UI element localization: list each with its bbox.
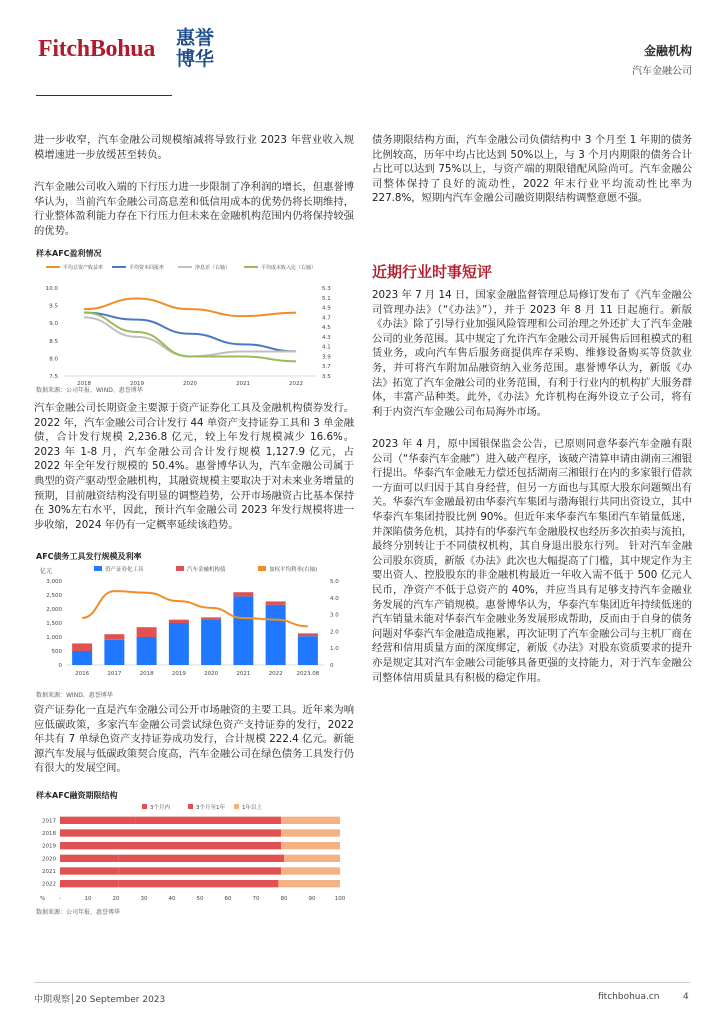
chart2-yleft-tick: 1,500 xyxy=(46,621,62,627)
chart2-bar-bond xyxy=(233,592,253,596)
left-paragraph-2: 汽车金融公司收入端的下行压力进一步限制了净利润的增长，但惠誉博华认为，当前汽车金融公司高息差和低信用成本的优势仍将长期维持，行业整体盈利能力存在下行压力但未来在金融机构范围内仍将保持较强的优势。 xyxy=(34,181,354,237)
chart2-issuance xyxy=(34,561,354,689)
chart2-yleft-tick: 2,500 xyxy=(46,593,62,599)
right-paragraph-2: 2023 年 7 月 14 日，国家金融监督管理总局修订发布了《汽车金融公司管理办法》（“《办法》”），并于 2023 年 8 月 11 日起施行。新版《办法》除了引导行业加强风险管理和公司治理之外还扩大了汽车金融公司的业务范围。其中规定了允许汽车金融公司开展售后回租模式的租赁业务，或向汽车售后服务商提供库存采购、维修设备购买等贷款业务，并可将汽车附加品融资纳入业务范围。惠誉博华认为，新版《办法》拓宽了汽车金融公司的业务范围，有利于行业内的机构扩大服务群体，丰富产品种类。此外，《办法》允许机构在海外设立子公司，将有利于内资汽车金融公司布局海外市场。 xyxy=(372,289,692,418)
chart1-legend-label-1: 平均资本回报率 xyxy=(129,265,165,271)
chart3-y-tick: 2021 xyxy=(42,869,56,875)
left-paragraph-1: 进一步收窄，汽车金融公司规模缩减将导致行业 2023 年营业收入规模增速进一步放缓甚至转负。 xyxy=(34,134,354,161)
chart2-bar-abs xyxy=(169,623,189,665)
chart1-yright-tick: 3.9 xyxy=(322,354,331,361)
page-number: 4 xyxy=(683,992,689,1002)
chart1-series-line-3 xyxy=(84,312,296,361)
chart2-yright-tick: 2.0 xyxy=(330,629,339,636)
chart2-x-tick: 2017 xyxy=(107,671,122,677)
chart2-legend-label-0: 资产证券化工具 xyxy=(105,567,144,573)
chart1-yleft-tick: 8.0 xyxy=(49,356,58,363)
chart1-yleft-tick: 8.5 xyxy=(49,338,58,345)
chart3-y-tick: 2017 xyxy=(42,818,56,825)
right-paragraph-1: 债务期限结构方面，汽车金融公司负债结构中 3 个月至 1 年期的债务比例较高，历年中均占比达到 50%以上，与 3 个月内期限的债务合计占比可以达到 75%以上，与资产端的期限错配风险尚可。汽车金融公司整体保持了良好的流动性，2022 年末行业平均流动性比率为 227.8%，短期内汽车金融公司融资期限结构调整意愿不强。 xyxy=(372,134,692,205)
chart2-bar-bond xyxy=(169,620,189,623)
chart3-bar-segment-1 xyxy=(119,880,279,887)
chart1-yright-tick: 3.5 xyxy=(322,374,331,380)
chart2-x-tick: 2019 xyxy=(171,671,186,677)
chart2-bar-abs xyxy=(298,636,318,665)
chart2-ylabel: 亿元 xyxy=(40,568,53,575)
chart1-profitability xyxy=(34,258,354,393)
chart3-bar-segment-2 xyxy=(281,842,340,849)
brand-seal: 惠誉博华 xyxy=(176,27,215,70)
chart1-x-tick: 2022 xyxy=(289,381,303,387)
chart1-legend-label-3: 平均成本收入比（右轴） xyxy=(261,265,317,271)
chart3-bar-segment-0 xyxy=(60,880,119,887)
chart2-yright-tick: 3.0 xyxy=(330,612,339,619)
chart2-yright-tick: 1.0 xyxy=(330,646,339,653)
chart1-yright-tick: 5.3 xyxy=(322,286,331,292)
chart2-bar-bond xyxy=(104,634,124,640)
chart1-yright-tick: 4.7 xyxy=(322,315,331,322)
chart1-series-line-1 xyxy=(84,313,296,352)
left-paragraph-4: 资产证券化一直是汽车金融公司公开市场融资的主要工具。近年来为响应低碳政策，多家汽车金融公司尝试绿色资产支持证券的发行，2022 年共有 7 单绿色资产支持证券成功发行，合计规模 222.4 亿元。新能源汽车发展与低碳政策契合度高，汽车金融公司在绿色债务工具发行仍有很大的发展空间。 xyxy=(34,704,354,775)
chart3-x-tick: 30 xyxy=(140,896,148,902)
chart3-bar-segment-0 xyxy=(60,829,116,836)
right-paragraph-3: 2023 年 4 月，原中国银保监会公告，已原则同意华泰汽车金融有限公司（“华泰汽车金融”）进入破产程序，该破产清算申请由湖南三湘银行提出。华泰汽车金融无力偿还包括湖南三湘银行在内的多家银行借款一方面可以归因于其自身经营，但另一方面也与其原大股东问题频出有关。华泰汽车金融最初由华泰汽车集团与渤海银行共同出资设立，其中华泰汽车集团持股比例 90%。但近年来华泰汽车集团汽车销量低迷，并深陷债务危机，其持有的华泰汽车金融股权也经历多次拍卖与流拍，最终分别转让于不同债权机构，其自身退出股东行列。 针对汽车金融公司股东资质，新版《办法》此次也大幅提高了门槛，其中规定作为主要出资人、控股股东的非金融机构最近一年收入需不低于 500 亿元人民币，净资产不低于总资产的 40%，并应当具有足够支持汽车金融业务发展的汽车产销规模。惠誉博华认为，华泰汽车集团近年持续低迷的汽车销量未能对华泰汽车金融业务发展形成帮助，反而由于自身的债务问题对华泰汽车金融造成拖累，再次证明了汽车金融公司与主机厂商在经营和信用质量方面的深度绑定，新版《办法》对股东资质要求的提升亦是规定其对汽车金融公司能够具备更强的支持能力，对于汽车金融公司整体信用质量具有积极的稳定作用。 xyxy=(372,438,692,684)
chart3-x-tick: 90 xyxy=(308,896,316,902)
chart2-bar-abs xyxy=(266,605,286,665)
chart1-yleft-tick: 7.5 xyxy=(49,374,58,380)
chart2-source: 数据来源：WIND、惠誉博华 xyxy=(36,692,113,699)
chart2-yleft-tick: 500 xyxy=(51,649,62,655)
chart2-bar-abs xyxy=(104,640,124,665)
chart1-yright-tick: 4.3 xyxy=(322,334,331,341)
chart3-y-tick: 2022 xyxy=(42,881,56,888)
chart3-x-tick: 70 xyxy=(252,896,260,902)
chart1-yright-tick: 4.9 xyxy=(322,305,331,312)
chart2-x-tick: 2022 xyxy=(268,671,283,677)
chart2-yleft-tick: 3,000 xyxy=(46,579,62,585)
chart2-bar-abs xyxy=(72,651,92,665)
chart2-bar-abs xyxy=(201,620,221,665)
chart3-legend-label-0: 3个月内 xyxy=(150,805,170,811)
chart1-series-line-2 xyxy=(84,317,296,356)
chart1-yleft-tick: 9.5 xyxy=(49,303,58,310)
chart1-yright-tick: 4.5 xyxy=(322,325,331,332)
chart2-yleft-tick: 2,000 xyxy=(46,607,62,613)
chart3-title: 样本AFC融资期限结构 xyxy=(36,791,118,800)
footer-left: 中期观察│20 September 2023 xyxy=(34,995,166,1005)
chart3-source: 数据来源：公司年报、惠誉博华 xyxy=(36,909,121,916)
chart3-x-tick: 60 xyxy=(224,896,232,902)
chart1-x-tick: 2019 xyxy=(130,381,144,387)
chart3-bar-segment-1 xyxy=(116,829,281,836)
chart1-yleft-tick: 9.0 xyxy=(49,321,58,328)
footer-divider xyxy=(34,982,690,983)
chart1-source: 数据来源：公司年报、WIND、惠誉博华 xyxy=(36,387,143,394)
footer-site[interactable]: fitchbohua.cn xyxy=(598,992,660,1002)
chart1-x-tick: 2018 xyxy=(77,381,91,387)
chart3-bar-segment-2 xyxy=(281,867,340,874)
chart3-bar-segment-1 xyxy=(136,817,282,824)
chart2-yright-tick: 5.0 xyxy=(330,579,339,585)
chart2-legend-swatch-0 xyxy=(94,566,102,571)
chart1-x-tick: 2020 xyxy=(183,381,197,387)
chart2-x-tick: 2020 xyxy=(204,671,219,677)
chart2-title: AFC债务工具发行规模及利率 xyxy=(36,552,142,561)
chart3-bar-segment-1 xyxy=(130,842,281,849)
chart2-yleft-tick: 0 xyxy=(58,663,62,669)
chart3-legend-swatch-1 xyxy=(188,804,193,809)
chart3-x-tick: - xyxy=(59,896,61,902)
left-paragraph-3: 汽车金融公司长期资金主要源于资产证券化工具及金融机构债券发行。2022 年，汽车金融公司合计发行 44 单资产支持证券工具和 3 单金融债，合计发行规模 2,236.8 亿元，较上年发行规模减少 16.6%。2023 年 1-8 月，汽车金融公司合计发行规模 1,127.9 亿元，占 2022 年全年发行规模的 50.4%。惠誉博华认为，汽车金融公司属于典型的资产驱动型金融机构，其融资规模主要取决于对未来业务增量的预期，目前融资结构没有明显的调整趋势，公开市场融资占比基本保持在 30%左右水平，因此，预计汽车金融公司 2023 年发行规模将进一步收缩，2024 年仍有一定概率延续该趋势。 xyxy=(34,402,354,531)
chart2-yright-tick: 4.0 xyxy=(330,595,339,602)
chart2-legend-label-2: 加权平均利率(右轴) xyxy=(269,567,318,573)
chart1-title: 样本AFC盈利情况 xyxy=(36,249,102,258)
chart2-legend-swatch-1 xyxy=(176,566,184,571)
chart1-legend-label-2: 净息差（右轴） xyxy=(195,265,231,271)
chart1-legend-label-0: 平均总资产收益率 xyxy=(63,265,104,271)
chart3-bar-segment-2 xyxy=(278,880,340,887)
chart1-yright-tick: 3.7 xyxy=(322,364,331,371)
chart2-yleft-tick: 1,000 xyxy=(46,635,62,641)
chart1-yleft-tick: 10.0 xyxy=(45,286,58,292)
chart3-x-tick: 20 xyxy=(112,896,120,902)
chart3-legend-label-1: 3个月至1年 xyxy=(196,805,225,811)
chart2-x-tick: 2023.08 xyxy=(296,671,320,677)
chart3-legend-label-2: 1年以上 xyxy=(242,805,262,811)
chart3-y-tick: 2020 xyxy=(42,856,56,863)
chart2-legend-swatch-2 xyxy=(258,566,266,571)
chart2-bar-bond xyxy=(137,627,157,637)
chart2-x-tick: 2016 xyxy=(75,671,90,677)
chart1-x-tick: 2021 xyxy=(236,381,250,387)
chart1-yright-tick: 5.1 xyxy=(322,295,331,302)
chart2-bar-bond xyxy=(298,633,318,636)
chart3-x-tick: 80 xyxy=(280,896,288,902)
chart3-legend-swatch-0 xyxy=(142,804,147,809)
chart3-bar-segment-0 xyxy=(60,867,119,874)
chart2-bar-bond xyxy=(201,617,221,619)
header-right xyxy=(632,42,692,77)
report-category: 金融机构 xyxy=(643,44,692,58)
chart3-bar-segment-2 xyxy=(281,817,340,824)
chart3-x-tick: 100 xyxy=(334,896,346,902)
chart2-bar-abs xyxy=(233,596,253,665)
chart3-y-tick: 2018 xyxy=(42,831,56,837)
chart2-x-tick: 2021 xyxy=(236,671,251,677)
chart3-x-tick: 50 xyxy=(196,896,204,902)
chart1-yright-tick: 4.1 xyxy=(322,344,331,351)
chart3-y-tick: 2019 xyxy=(42,843,56,850)
chart3-bar-segment-0 xyxy=(60,817,136,824)
chart3-bar-segment-0 xyxy=(60,855,119,862)
chart3-legend-swatch-2 xyxy=(234,804,239,809)
chart3-x-tick: 40 xyxy=(168,896,176,902)
chart3-xlabel: % xyxy=(40,896,46,902)
report-subcategory: 汽车金融公司 xyxy=(632,66,692,77)
chart2-legend-label-1: 汽车金融机构债 xyxy=(187,567,226,573)
chart3-bar-segment-1 xyxy=(119,867,281,874)
chart3-x-tick: 10 xyxy=(84,896,92,902)
chart2-bar-bond xyxy=(266,601,286,604)
chart3-bar-segment-2 xyxy=(284,855,340,862)
chart2-bar-abs xyxy=(137,637,157,665)
header-divider xyxy=(36,95,172,96)
chart3-bar-segment-0 xyxy=(60,842,130,849)
chart2-yright-tick: 0 xyxy=(330,663,334,669)
chart3-bar-segment-1 xyxy=(119,855,284,862)
brand-logo: FitchBohua xyxy=(38,36,156,62)
chart1-series-line-0 xyxy=(84,299,296,317)
chart3-maturity xyxy=(34,800,354,908)
section-heading: 近期行业时事短评 xyxy=(372,263,493,281)
chart2-x-tick: 2018 xyxy=(139,671,154,677)
chart3-bar-segment-2 xyxy=(281,829,340,836)
chart2-bar-bond xyxy=(72,643,92,651)
